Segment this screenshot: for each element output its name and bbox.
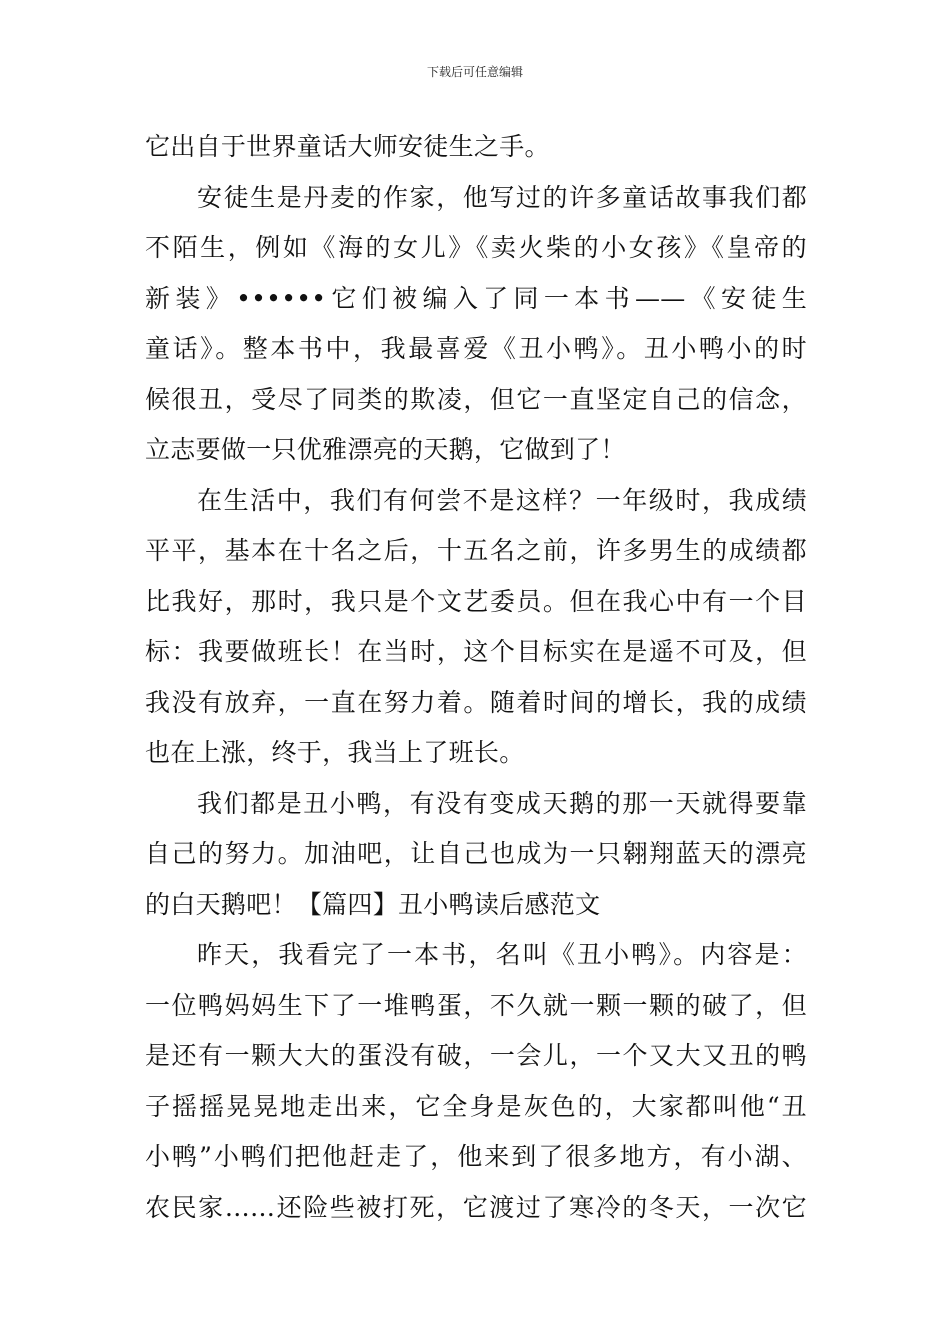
text-line: 我们都是丑小鸭，有没有变成天鹅的那一天就得要靠 [197,788,807,818]
text-line: 我没有放弃，一直在努力着。随着时间的增长，我的成绩 [145,687,807,717]
text-line: 安徒生是丹麦的作家，他写过的许多童话故事我们都 [197,182,807,212]
text-line: 立志要做一只优雅漂亮的天鹅，它做到了！ [145,435,626,464]
page-header: 下载后可任意编辑 [426,65,523,79]
text-line: 农民家……还险些被打死，它渡过了寒冷的冬天，一次它 [145,1192,807,1222]
text-line: 也在上涨，终于，我当上了班长。 [145,738,525,767]
text-line: 它出自于世界童话大师安徒生之手。 [145,132,550,161]
text-line: 不陌生，例如《海的女儿》《卖火柴的小女孩》《皇帝的 [145,233,807,262]
text-line: 昨天，我看完了一本书，名叫《丑小鸭》。内容是： [197,940,807,969]
text-line: 候很丑，受尽了同类的欺凌，但它一直坚定自己的信念， [145,384,807,414]
text-line: 的白天鹅吧！【篇四】丑小鸭读后感范文 [145,889,601,919]
text-line: 童话》。整本书中，我最喜爱《丑小鸭》。丑小鸭小的时 [145,334,807,363]
text-line: 一位鸭妈妈生下了一堆鸭蛋，不久就一颗一颗的破了，但 [145,990,807,1020]
text-line: 子摇摇晃晃地走出来，它全身是灰色的，大家都叫他“丑 [145,1091,807,1121]
text-line: 自己的努力。加油吧，让自己也成为一只翱翔蓝天的漂亮 [145,839,807,868]
text-line: 是还有一颗大大的蛋没有破，一会儿，一个又大又丑的鸭 [145,1041,807,1070]
text-line: 小鸭”小鸭们把他赶走了，他来到了很多地方，有小湖、 [145,1142,807,1171]
text-line: 在生活中，我们有何尝不是这样？一年级时，我成绩 [197,485,807,515]
text-line: 标：我要做班长！在当时，这个目标实在是遥不可及，但 [145,637,807,666]
text-line: 平平，基本在十名之后，十五名之前，许多男生的成绩都 [145,536,807,565]
document-body [145,122,807,1233]
text-line: 比我好，那时，我只是个文艺委员。但在我心中有一个目 [145,586,807,616]
text-line: 新装》••••••它们被编入了同一本书——《安徒生 [145,283,807,313]
